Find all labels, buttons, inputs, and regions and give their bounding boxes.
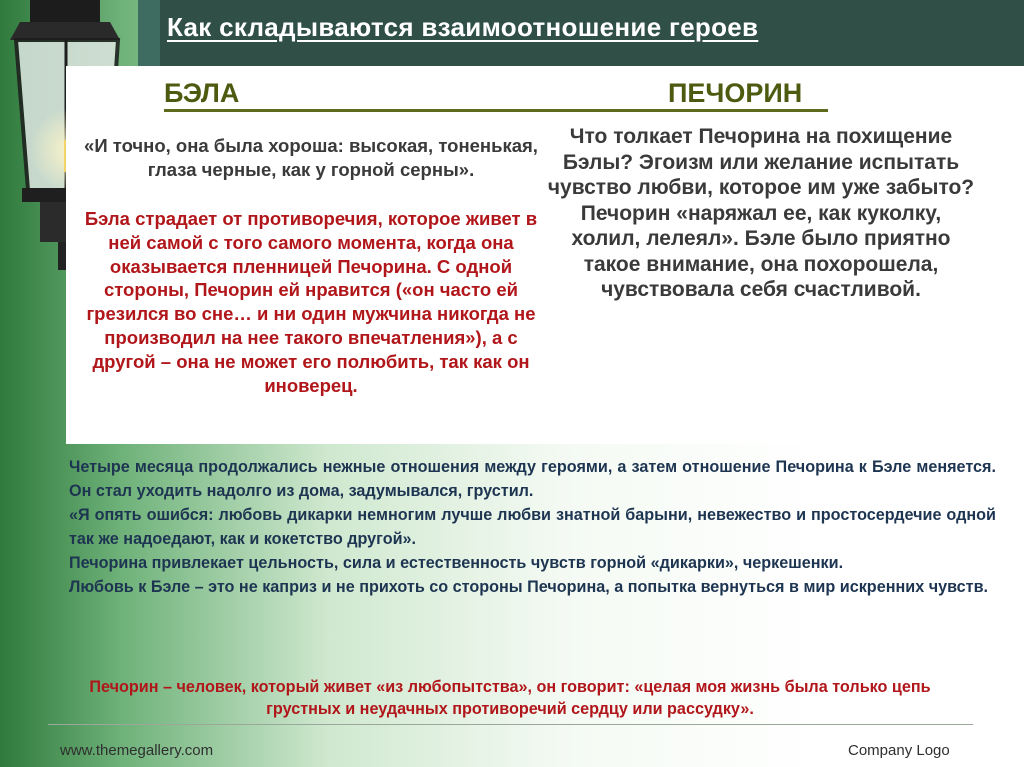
slide-title: Как складываются взаимоотношение героев xyxy=(167,12,759,42)
bela-contradiction-text: Бэла страдает от противоречия, которое живет в ней самой с того самого момента, когда она оказывается пленницей Печорина. С одной стороны, Печорин ей нравится («он часто ей грезился во сне… и ни один мужчина никогда не производил на нее такого впечатления»), а с другой – она не может его полюбить, так как он иноверец. xyxy=(84,208,538,396)
paragraph: Любовь к Бэле – это не каприз и не прихоть со стороны Печорина, а попытка вернуться в мир искренних чувств. xyxy=(69,578,989,596)
pechorin-quote: Печорин – человек, который живет «из любопытства», он говорит: «целая моя жизнь была только цепь грустных и неудачных противоречий сердцу или рассудку». xyxy=(89,678,931,718)
footer-divider xyxy=(48,724,973,725)
heading-underline xyxy=(164,109,828,112)
footer-company-logo: Company Logo xyxy=(848,742,950,759)
pechorin-text: Что толкает Печорина на похищение Бэлы? Эгоизм или желание испытать чувство любви, которое им уже забыто? Печорин «наряжал ее, как куколку, холил, лелеял». Бэле было приятно такое внимание, она похорошела, чувствовала себя счастливой. xyxy=(547,125,975,301)
heading-bela: БЭЛА xyxy=(164,78,240,108)
footer-website: www.themegallery.com xyxy=(60,742,214,759)
paragraph: Печорина привлекает цельность, сила и естественность чувств горной «дикарки», черкешенки. xyxy=(69,554,844,572)
paragraph: Четыре месяца продолжались нежные отношения между героями, а затем отношение Печорина к Бэле меняется. Он стал уходить надолго из дома, задумывался, грустил. xyxy=(69,458,996,500)
bela-quote: «И точно, она была хороша: высокая, тоненькая, глаза черные, как у горной серны». xyxy=(84,135,538,180)
paragraph: «Я опять ошибся: любовь дикарки немногим лучше любви знатной барыни, невежество и простосердечие одной так же надоедают, как и кокетство другой». xyxy=(69,506,996,548)
heading-pechorin: ПЕЧОРИН xyxy=(668,78,803,108)
relationship-description xyxy=(69,455,996,599)
